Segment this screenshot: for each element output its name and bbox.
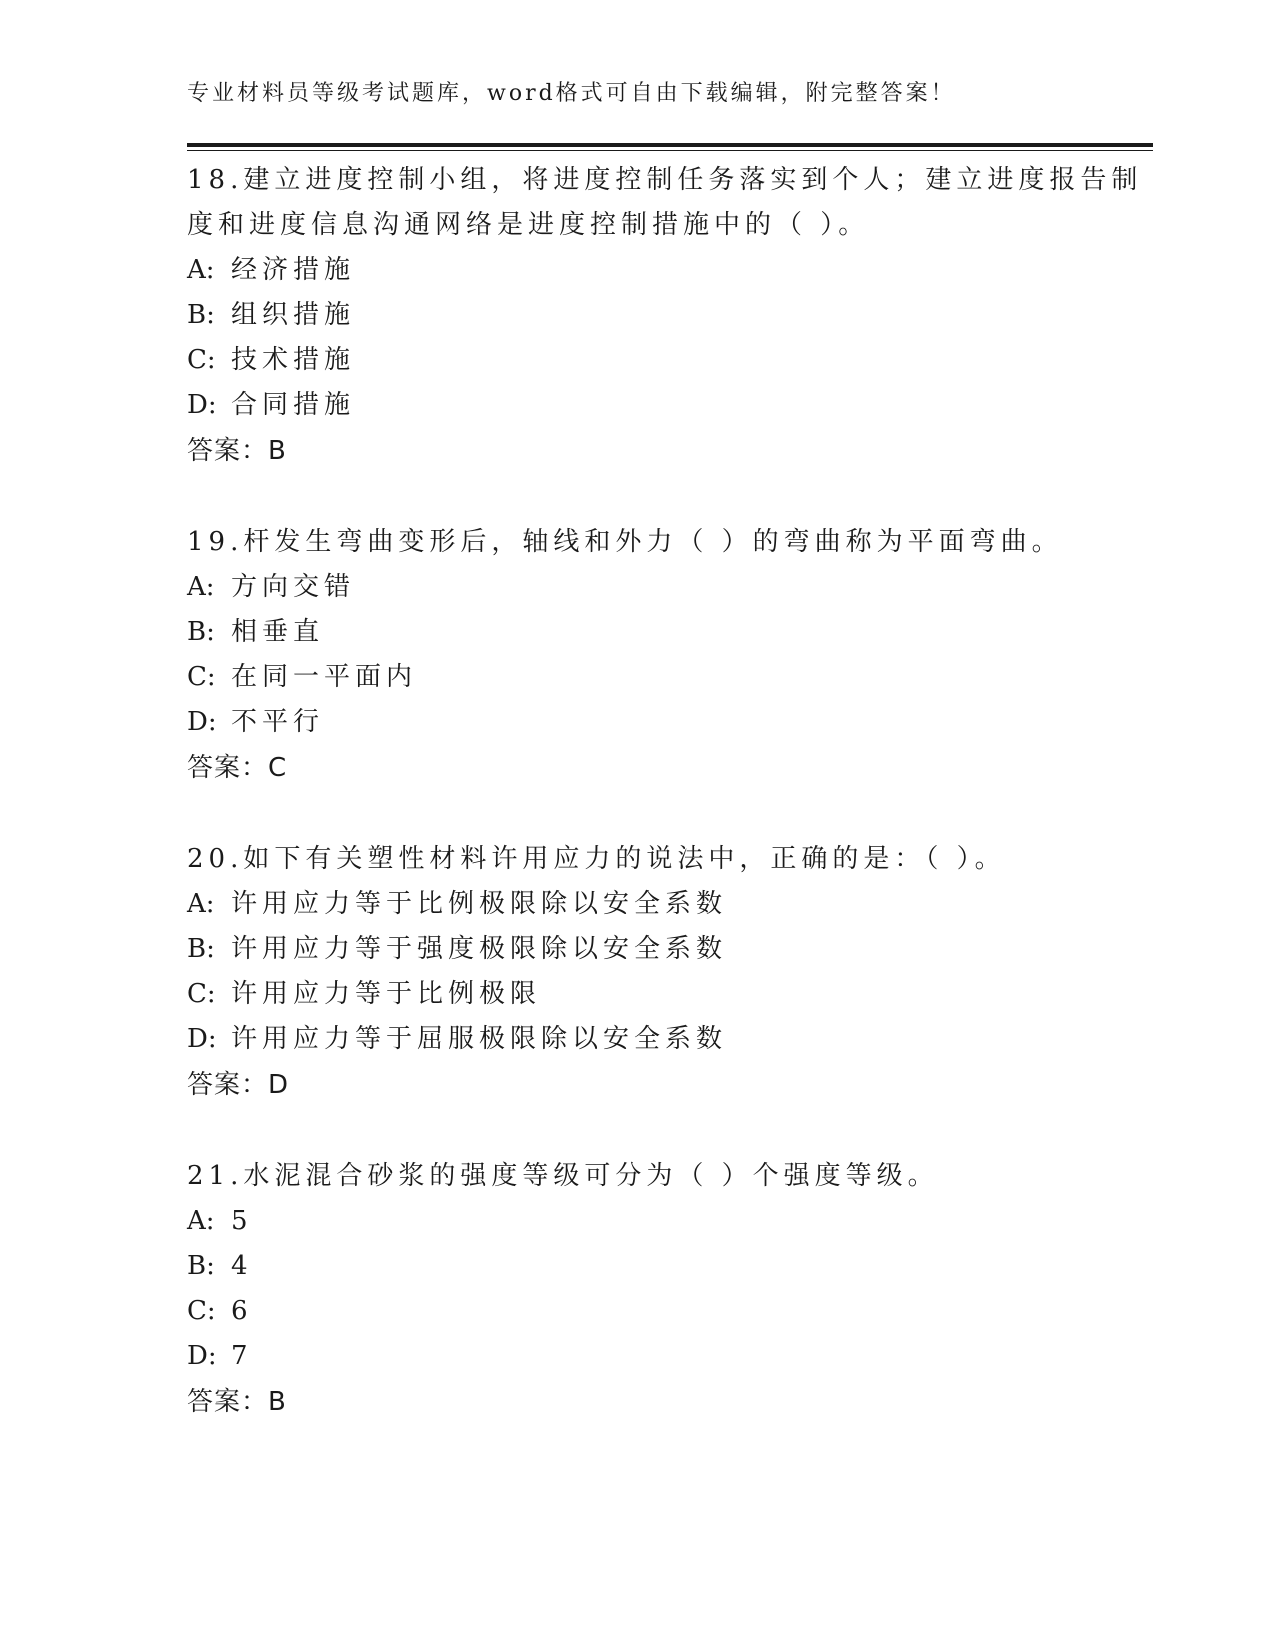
answer-value: C <box>268 753 288 783</box>
option-text: 5 <box>231 1206 253 1236</box>
option-b <box>187 1244 1127 1289</box>
option-text: 组织措施 <box>231 300 356 330</box>
option-label: C: <box>187 345 216 375</box>
header-rule-thick <box>187 143 1153 147</box>
option-c <box>187 972 1127 1017</box>
option-c <box>187 1289 1127 1334</box>
answer-label: 答案： <box>187 1070 269 1100</box>
option-text: 许用应力等于比例极限除以安全系数 <box>231 889 728 919</box>
option-label: A: <box>187 572 215 602</box>
answer-label: 答案： <box>187 753 269 783</box>
question-list <box>187 158 1143 1471</box>
option-d <box>187 1334 1127 1379</box>
option-a <box>187 565 1127 610</box>
option-c <box>187 338 1127 383</box>
answer-line <box>187 1062 1127 1108</box>
question-18 <box>187 158 1143 474</box>
option-label: D: <box>187 390 217 420</box>
option-b <box>187 927 1127 972</box>
option-label: D: <box>187 1341 217 1371</box>
option-label: A: <box>187 1206 215 1236</box>
option-text: 6 <box>231 1296 253 1326</box>
option-label: C: <box>187 662 216 692</box>
option-text: 许用应力等于比例极限 <box>231 979 542 1009</box>
option-label: D: <box>187 707 217 737</box>
answer-line <box>187 428 1127 474</box>
answer-line <box>187 745 1127 791</box>
question-text-line: 20.如下有关塑性材料许用应力的说法中，正确的是：（ ）。 <box>187 844 1006 874</box>
option-text: 经济措施 <box>231 255 356 285</box>
option-text: 4 <box>231 1251 253 1281</box>
option-text: 不平行 <box>231 707 325 737</box>
option-label: B: <box>187 1251 215 1281</box>
option-text: 技术措施 <box>231 345 356 375</box>
question-text-line: 度和进度信息沟通网络是进度控制措施中的（ ）。 <box>187 210 870 240</box>
option-label: A: <box>187 255 215 285</box>
option-a <box>187 1199 1127 1244</box>
option-c <box>187 655 1127 700</box>
option-d <box>187 383 1127 428</box>
option-label: A: <box>187 889 215 919</box>
option-d <box>187 700 1127 745</box>
question-text-line: 19.杆发生弯曲变形后，轴线和外力（ ）的弯曲称为平面弯曲。 <box>187 527 1063 557</box>
option-d <box>187 1017 1127 1062</box>
question-text-line: 18.建立进度控制小组，将进度控制任务落实到个人；建立进度报告制 <box>187 165 1143 195</box>
option-b <box>187 293 1127 338</box>
answer-value: B <box>268 436 287 466</box>
option-label: B: <box>187 934 215 964</box>
option-text: 许用应力等于屈服极限除以安全系数 <box>231 1024 728 1054</box>
option-text: 许用应力等于强度极限除以安全系数 <box>231 934 728 964</box>
option-label: D: <box>187 1024 217 1054</box>
option-text: 在同一平面内 <box>231 662 418 692</box>
answer-value: D <box>268 1070 290 1100</box>
option-a <box>187 248 1127 293</box>
option-text: 合同措施 <box>231 390 356 420</box>
option-text: 方向交错 <box>231 572 356 602</box>
option-text: 相垂直 <box>231 617 325 647</box>
question-text-line: 21.水泥混合砂浆的强度等级可分为（ ）个强度等级。 <box>187 1161 939 1191</box>
answer-value: B <box>268 1387 287 1417</box>
option-b <box>187 610 1127 655</box>
answer-label: 答案： <box>187 1387 269 1417</box>
question-20 <box>187 837 1127 1108</box>
header-rule-thin <box>187 150 1153 151</box>
question-21 <box>187 1154 1127 1425</box>
option-label: C: <box>187 979 216 1009</box>
page-header: 专业材料员等级考试题库，word格式可自由下载编辑，附完整答案！ <box>187 81 956 106</box>
answer-label: 答案： <box>187 436 269 466</box>
option-label: C: <box>187 1296 216 1326</box>
option-label: B: <box>187 617 215 647</box>
question-19 <box>187 520 1127 791</box>
option-text: 7 <box>231 1341 253 1371</box>
answer-line <box>187 1379 1127 1425</box>
option-a <box>187 882 1127 927</box>
option-label: B: <box>187 300 215 330</box>
